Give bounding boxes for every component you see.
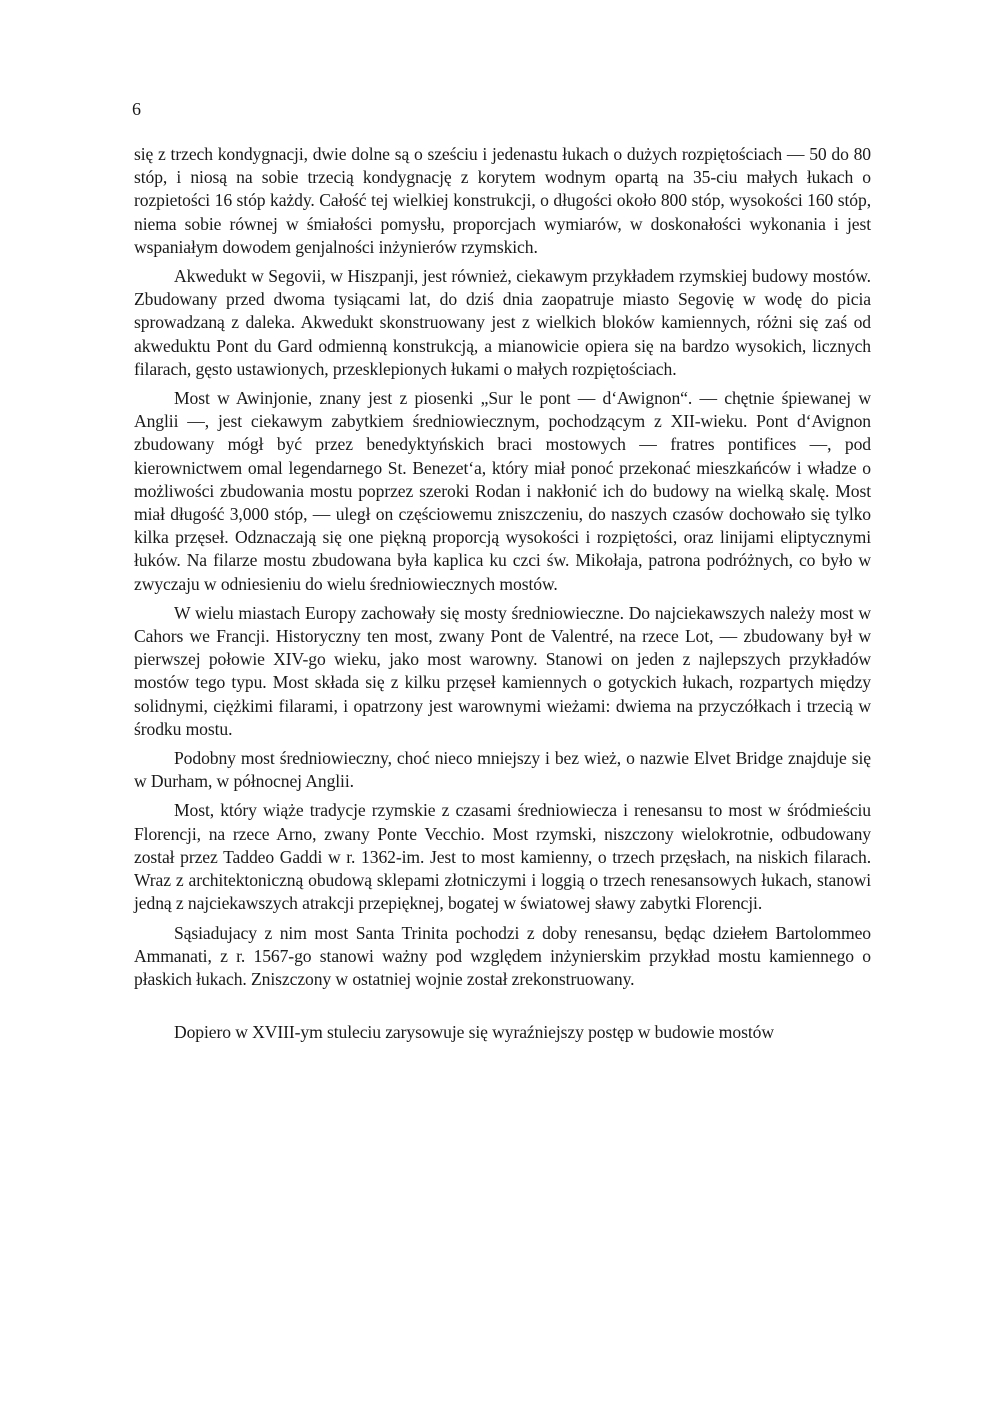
- paragraph-avignon-bridge: Most w Awinjonie, znany jest z piosenki „Sur le pont — d‘Awignon“. — chętnie śpiewanej w Anglii —, jest ciekawym zabytkiem średniowiecznym, pochodzącym z XII-wieku. Pont d‘Avignon zbudowany mógł być przez benedyktyńskich braci mostowych — fratres pontifices —, pod kierownictwem omal legendarnego St. Benezet‘a, który miał ponoć przekonać mieszkańców i władze o możliwości zbudowania mostu poprzez szeroki Rodan i nakłonić ich do budowy na wielką skalę. Most miał długość 3,000 stóp, — uległ on częściowemu zniszczeniu, do naszych czasów dochowało się tylko kilka przęseł. Odznaczają się one piękną proporcją wysokości i rozpiętości, oraz linijami eliptycznymi łuków. Na filarze mostu zbudowana była kaplica ku czci św. Mikołaja, patrona podróżnych, co było w zwyczaju w odniesieniu do wielu średniowiecznych mostów.: [134, 388, 871, 594]
- page-number: 6: [132, 99, 141, 119]
- paragraph-pont-du-gard-continuation: się z trzech kondygnacji, dwie dolne są o sześciu i jedenastu łukach o dużych rozpiętościach — 50 do 80 stóp, i niosą na sobie trzecią kondygnację z korytem wodnym opartą na 35-ciu małych łukach o rozpietości 16 stóp każdy. Całość tej wielkiej konstrukcji, o długości około 800 stóp, wysokości 160 stóp, niema sobie równej w śmiałości pomysłu, proporcjach wymiarów, w doskonałości wykonania i jest wspaniałym dowodem genjalności inżynierów rzymskich.: [134, 144, 871, 257]
- paragraph-eighteenth-century: Dopiero w XVIII-ym stuleciu zarysowuje się wyraźniejszy postęp w budowie mostów: [174, 1022, 774, 1043]
- body-text: [134, 143, 871, 1050]
- paragraph-segovia-aqueduct: Akwedukt w Segovii, w Hiszpanji, jest również, ciekawym przykładem rzymskiej budowy mostów. Zbudowany przed dwoma tysiącami lat, do dziś dnia zaopatruje miasto Segovię w wodę do picia sprowadzaną z daleka. Akwedukt skonstruowany jest z wielkich bloków kamiennych, różni się zaś od akweduktu Pont du Gard odmienną konstrukcją, a mianowicie opiera się na bardzo wysokich, licznych filarach, gęsto ustawionych, przesklepionych łukami o małych rozpiętościach.: [134, 266, 871, 379]
- paragraph-santa-trinita: Sąsiadujacy z nim most Santa Trinita pochodzi z doby renesansu, będąc dziełem Bartolommeo Ammanati, z r. 1567-go stanowi ważny pod względem inżynierskim przykład mostu kamiennego o płaskich łukach. Zniszczony w ostatniej wojnie został zrekonstruowany.: [134, 922, 871, 989]
- paragraph-cahors-bridge: W wielu miastach Europy zachowały się mosty średniowieczne. Do najciekawszych należy most w Cahors we Francji. Historyczny ten most, zwany Pont de Valentré, na rzece Lot, — zbudowany był w pierwszej połowie XIV-go wieku, jako most warowny. Stanowi on jeden z najlepszych przykładów mostów tego typu. Most składa się z kilku przęseł kamiennych o gotyckich łukach, rozpartych między solidnymi, ciężkimi filarami, i opatrzony jest warownymi wieżami: dwiema na przyczółkach i trzecią w środku mostu.: [134, 602, 871, 739]
- paragraph-elvet-bridge: Podobny most średniowieczny, choć nieco mniejszy i bez wież, o nazwie Elvet Bridge znajduje się w Durham, w północnej Anglii.: [134, 748, 871, 792]
- paragraph-ponte-vecchio: Most, który wiąże tradycje rzymskie z czasami średniowiecza i renesansu to most w śródmieściu Florencji, na rzece Arno, zwany Ponte Vecchio. Most rzymski, niszczony wielokrotnie, odbudowany został przez Taddeo Gaddi w r. 1362-im. Jest to most kamienny, o trzech przęsłach, na niskich filarach. Wraz z architektoniczną obudową sklepami złotniczymi i loggią o trzech renesansowych łukach, stanowi jedną z najciekawszych atrakcji przepięknej, bogatej w światowej sławy zabytki Florencji.: [134, 800, 871, 914]
